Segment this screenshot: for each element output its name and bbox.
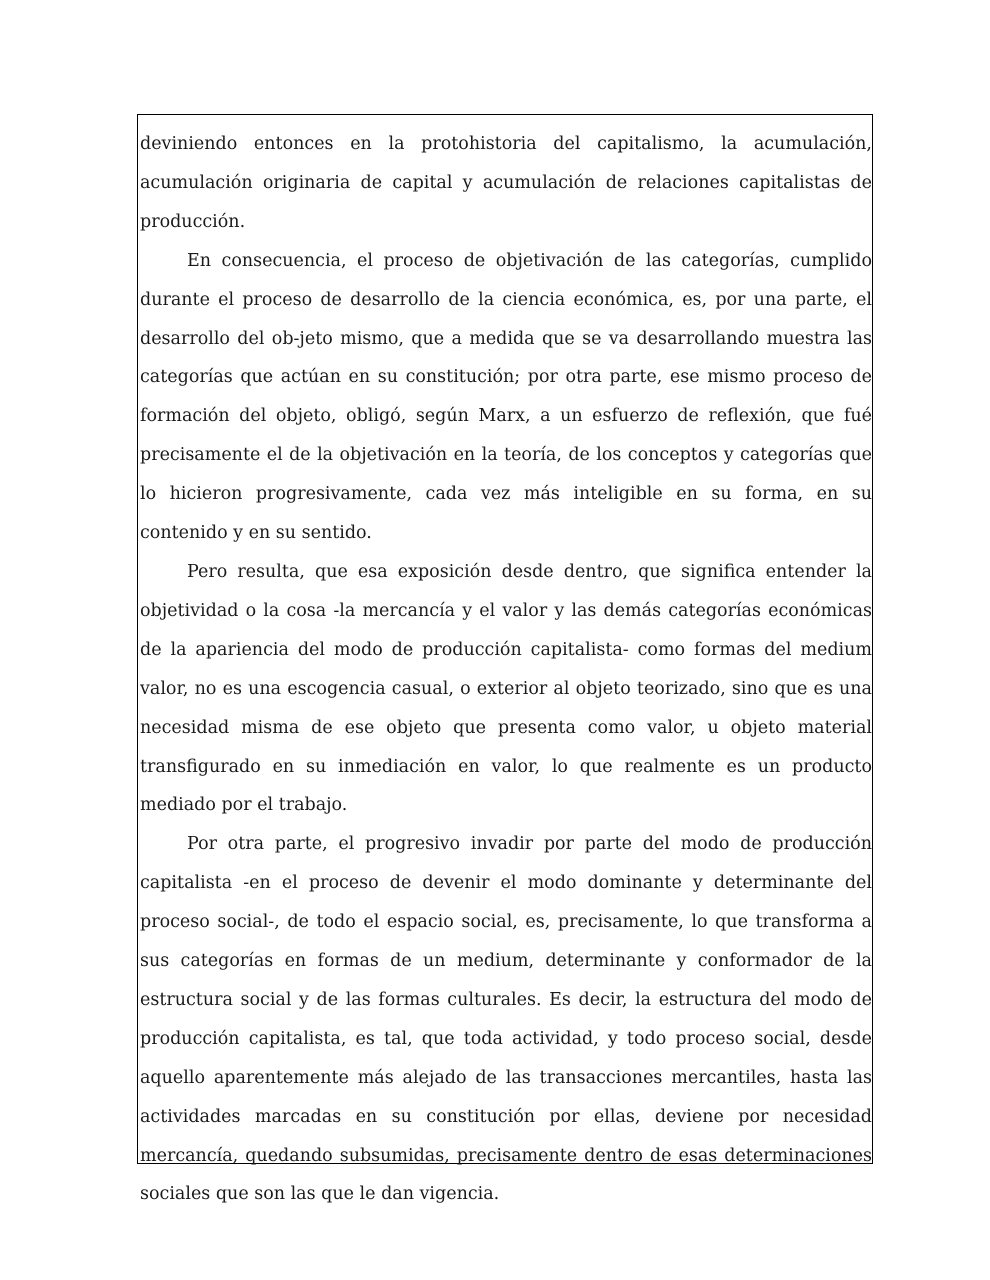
document-body	[140, 125, 872, 1214]
paragraph-3: Pero resulta, que esa exposición desde dentro, que significa entender la objetividad o la cosa -la mercancía y el valor y las demás categorías económicas de la apariencia del modo de producción capitalista- como formas del medium valor, no es una escogencia casual, o exterior al objeto teorizado, sino que es una necesidad misma de ese objeto que presenta como valor, u objeto material transfigurado en su inmediación en valor, lo que realmente es un producto mediado por el trabajo.	[140, 561, 872, 816]
paragraph-1: deviniendo entonces en la protohistoria del capitalismo, la acumulación, acumulación originaria de capital y acumulación de relaciones capitalistas de producción.	[140, 134, 872, 232]
paragraph-2: En consecuencia, el proceso de objetivación de las categorías, cumplido durante el proceso de desarrollo de la ciencia económica, es, por una parte, el desarrollo del ob-jeto mismo, que a medida que se va desarrollando muestra las categorías que actúan en su constitución; por otra parte, ese mismo proceso de formación del objeto, obligó, según Marx, a un esfuerzo de reflexión, que fué precisamente el de la objetivación en la teoría, de los conceptos y categorías que lo hicieron progresivamente, cada vez más inteligible en su forma, en su contenido y en su sentido.	[140, 250, 872, 544]
paragraph-4: Por otra parte, el progresivo invadir por parte del modo de producción capitalista -en el proceso de devenir el modo dominante y determinante del proceso social-, de todo el espacio social, es, precisamente, lo que transforma a sus categorías en formas de un medium, determinante y conformador de la estructura social y de las formas culturales. Es decir, la estructura del modo de producción capitalista, es tal, que toda actividad, y todo proceso social, desde aquello aparentemente más alejado de las transacciones mercantiles, hasta las actividades marcadas en su constitución por ellas, deviene por necesidad mercancía, quedando subsumidas, precisamente dentro de esas determinaciones sociales que son las que le dan vigencia.	[140, 834, 872, 1205]
